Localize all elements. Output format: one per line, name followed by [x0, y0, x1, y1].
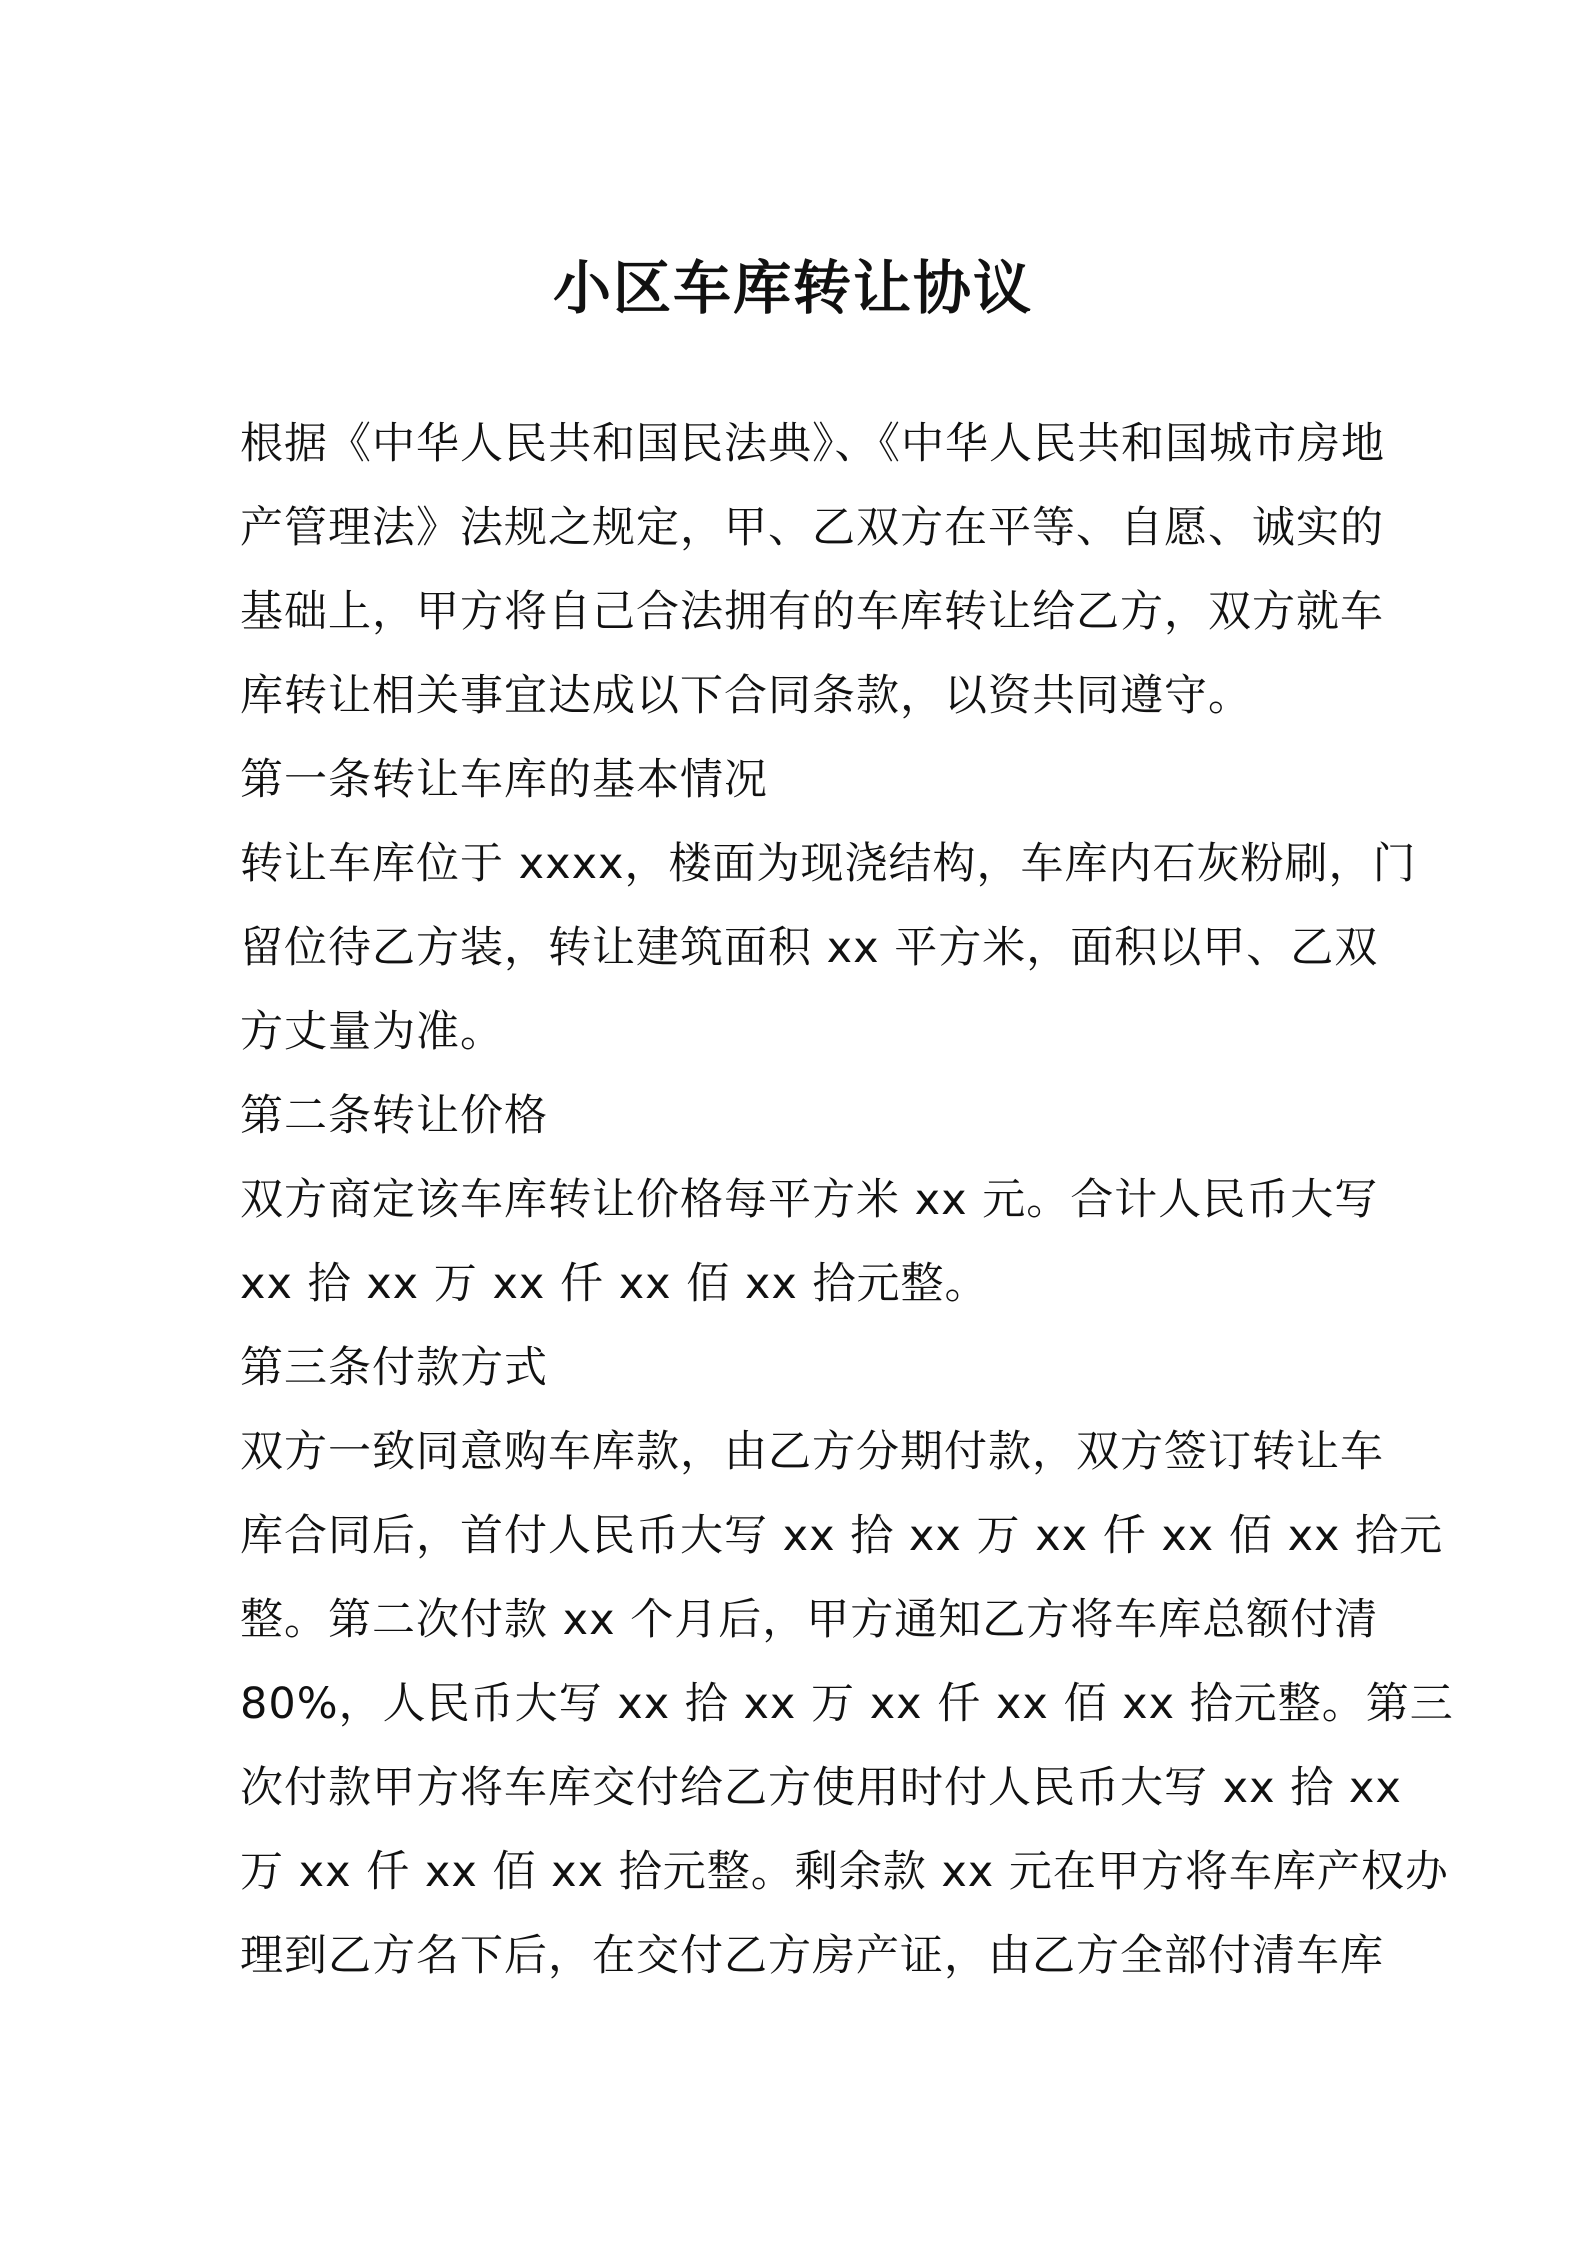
paragraph-line: 基础上，甲方将自己合法拥有的车库转让给乙方，双方就车: [240, 587, 1384, 637]
paragraph-line: 万 xx 仟 xx 佰 xx 拾元整。剩余款 xx 元在甲方将车库产权办: [240, 1847, 1449, 1897]
section-heading: 第三条付款方式: [240, 1343, 548, 1393]
paragraph-line: xx 拾 xx 万 xx 仟 xx 佰 xx 拾元整。: [240, 1259, 989, 1309]
paragraph-line: 次付款甲方将车库交付给乙方使用时付人民币大写 xx 拾 xx: [240, 1763, 1402, 1813]
paragraph-line: 产管理法》法规之规定，甲、乙双方在平等、自愿、诚实的: [240, 503, 1384, 553]
paragraph-line: 转让车库位于 xxxx，楼面为现浇结构，车库内石灰粉刷，门: [240, 839, 1417, 889]
paragraph-line: 根据《中华人民共和国民法典》、《中华人民共和国城市房地: [240, 419, 1385, 469]
paragraph-line: 双方商定该车库转让价格每平方米 xx 元。合计人民币大写: [240, 1175, 1379, 1225]
section-heading: 第一条转让车库的基本情况: [240, 755, 768, 805]
paragraph-line: 双方一致同意购车库款，由乙方分期付款，双方签订转让车: [240, 1427, 1384, 1477]
paragraph-line: 库转让相关事宜达成以下合同条款，以资共同遵守。: [240, 671, 1252, 721]
document-title: 小区车库转让协议: [552, 254, 1033, 322]
document-body: [240, 402, 1454, 1998]
paragraph-line: 库合同后，首付人民币大写 xx 拾 xx 万 xx 仟 xx 佰 xx 拾元: [240, 1511, 1444, 1561]
paragraph-line: 留位待乙方装，转让建筑面积 xx 平方米，面积以甲、乙双: [240, 923, 1379, 973]
paragraph-line: 整。第二次付款 xx 个月后，甲方通知乙方将车库总额付清: [240, 1595, 1379, 1645]
section-heading: 第二条转让价格: [240, 1091, 548, 1141]
paragraph-line: 理到乙方名下后，在交付乙方房产证，由乙方全部付清车库: [240, 1931, 1384, 1981]
paragraph-line: 方丈量为准。: [240, 1007, 504, 1057]
paragraph-line: 80%，人民币大写 xx 拾 xx 万 xx 仟 xx 佰 xx 拾元整。第三: [240, 1679, 1454, 1729]
